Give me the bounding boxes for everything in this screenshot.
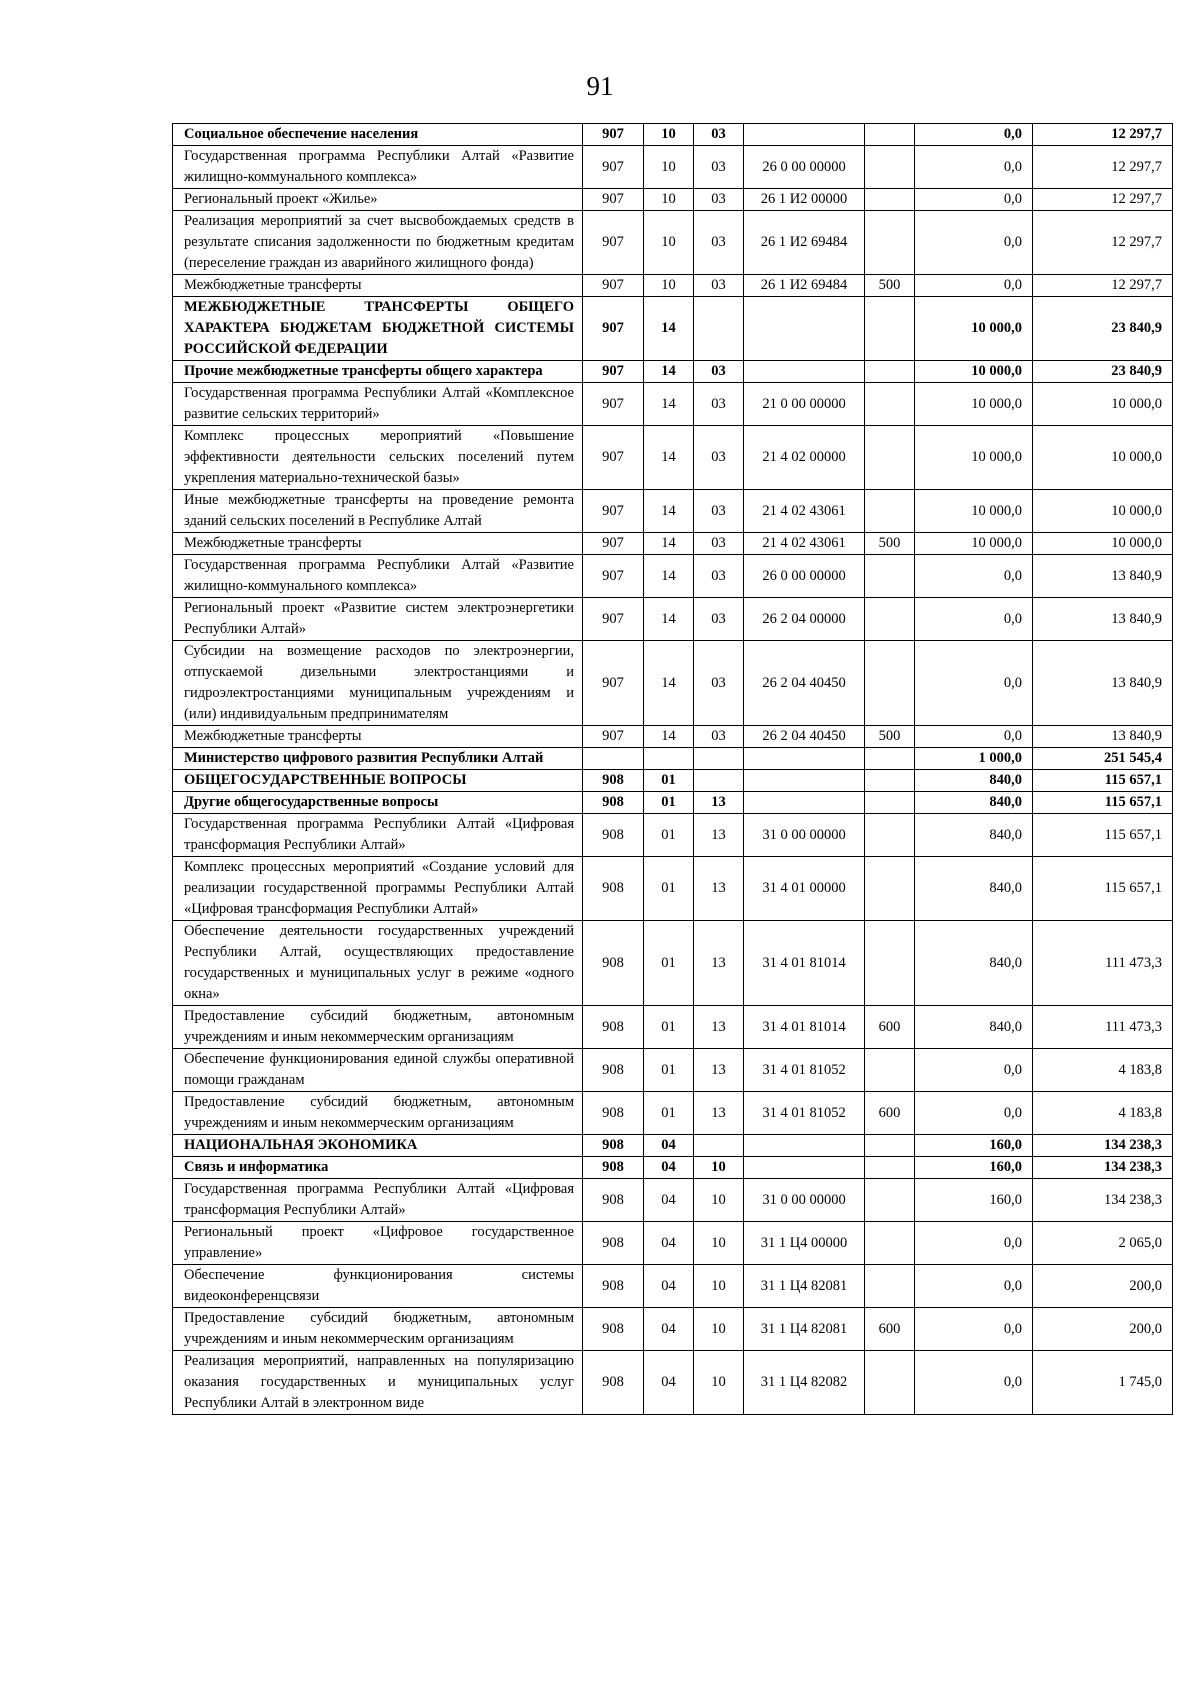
amount-1-cell: 10 000,0: [915, 361, 1033, 383]
subsection-code-cell: 03: [694, 426, 744, 490]
section-code-cell: 10: [644, 211, 694, 275]
table-row: [173, 1157, 1173, 1179]
subsection-code-cell: 03: [694, 211, 744, 275]
table-row: [173, 555, 1173, 598]
expense-type-cell: [865, 1049, 915, 1092]
section-code-cell: 14: [644, 383, 694, 426]
expense-type-cell: 600: [865, 1308, 915, 1351]
section-code-cell: 04: [644, 1135, 694, 1157]
subsection-code-cell: 03: [694, 189, 744, 211]
table-row: [173, 124, 1173, 146]
table-row: [173, 1179, 1173, 1222]
expense-type-cell: 500: [865, 533, 915, 555]
subsection-code-cell: [694, 748, 744, 770]
section-code-cell: 01: [644, 1049, 694, 1092]
table-row: [173, 211, 1173, 275]
ved-code-cell: [583, 748, 644, 770]
target-article-cell: 26 1 И2 69484: [744, 275, 865, 297]
ved-code-cell: 908: [583, 1157, 644, 1179]
budget-table: [172, 123, 1173, 1415]
ved-code-cell: 907: [583, 361, 644, 383]
amount-1-cell: 10 000,0: [915, 297, 1033, 361]
amount-1-cell: 0,0: [915, 189, 1033, 211]
amount-2-cell: 115 657,1: [1033, 792, 1173, 814]
section-code-cell: 14: [644, 426, 694, 490]
target-article-cell: 31 0 00 00000: [744, 1179, 865, 1222]
section-code-cell: 14: [644, 641, 694, 726]
subsection-code-cell: 03: [694, 533, 744, 555]
amount-2-cell: 12 297,7: [1033, 146, 1173, 189]
expense-type-cell: 500: [865, 726, 915, 748]
row-name-cell: Государственная программа Республики Алтай «Цифровая трансформация Республики Алтай»: [173, 1179, 583, 1222]
amount-1-cell: 0,0: [915, 555, 1033, 598]
expense-type-cell: [865, 1222, 915, 1265]
table-row: [173, 641, 1173, 726]
amount-1-cell: 160,0: [915, 1179, 1033, 1222]
row-name-cell: Межбюджетные трансферты: [173, 275, 583, 297]
expense-type-cell: [865, 1157, 915, 1179]
row-name-cell: МЕЖБЮДЖЕТНЫЕ ТРАНСФЕРТЫ ОБЩЕГО ХАРАКТЕРА БЮДЖЕТАМ БЮДЖЕТНОЙ СИСТЕМЫ РОССИЙСКОЙ ФЕДЕРАЦИИ: [173, 297, 583, 361]
amount-1-cell: 0,0: [915, 1308, 1033, 1351]
section-code-cell: 01: [644, 770, 694, 792]
ved-code-cell: 907: [583, 211, 644, 275]
row-name-cell: Прочие межбюджетные трансферты общего характера: [173, 361, 583, 383]
target-article-cell: 26 2 04 40450: [744, 726, 865, 748]
target-article-cell: 31 4 01 00000: [744, 857, 865, 921]
subsection-code-cell: 03: [694, 383, 744, 426]
table-row: [173, 361, 1173, 383]
subsection-code-cell: [694, 770, 744, 792]
row-name-cell: Государственная программа Республики Алтай «Цифровая трансформация Республики Алтай»: [173, 814, 583, 857]
subsection-code-cell: 10: [694, 1222, 744, 1265]
subsection-code-cell: 10: [694, 1351, 744, 1415]
expense-type-cell: [865, 857, 915, 921]
table-body: [173, 124, 1173, 1415]
expense-type-cell: 600: [865, 1092, 915, 1135]
row-name-cell: Предоставление субсидий бюджетным, автономным учреждениям и иным некоммерческим организациям: [173, 1308, 583, 1351]
section-code-cell: 01: [644, 792, 694, 814]
section-code-cell: 01: [644, 857, 694, 921]
expense-type-cell: [865, 297, 915, 361]
section-code-cell: 14: [644, 555, 694, 598]
amount-2-cell: 134 238,3: [1033, 1135, 1173, 1157]
amount-2-cell: 10 000,0: [1033, 426, 1173, 490]
subsection-code-cell: 13: [694, 1006, 744, 1049]
amount-1-cell: 0,0: [915, 124, 1033, 146]
ved-code-cell: 907: [583, 297, 644, 361]
ved-code-cell: 908: [583, 1006, 644, 1049]
target-article-cell: 21 4 02 43061: [744, 533, 865, 555]
table-row: [173, 726, 1173, 748]
target-article-cell: [744, 1135, 865, 1157]
table-row: [173, 814, 1173, 857]
amount-1-cell: 0,0: [915, 1092, 1033, 1135]
ved-code-cell: 907: [583, 189, 644, 211]
amount-1-cell: 0,0: [915, 1265, 1033, 1308]
row-name-cell: Обеспечение функционирования системы видеоконференцсвязи: [173, 1265, 583, 1308]
section-code-cell: 01: [644, 1006, 694, 1049]
subsection-code-cell: 13: [694, 921, 744, 1006]
subsection-code-cell: 10: [694, 1308, 744, 1351]
amount-2-cell: 111 473,3: [1033, 1006, 1173, 1049]
amount-1-cell: 840,0: [915, 770, 1033, 792]
table-row: [173, 1308, 1173, 1351]
expense-type-cell: [865, 124, 915, 146]
table-row: [173, 189, 1173, 211]
subsection-code-cell: 13: [694, 1049, 744, 1092]
ved-code-cell: 907: [583, 598, 644, 641]
ved-code-cell: 908: [583, 1135, 644, 1157]
subsection-code-cell: 13: [694, 857, 744, 921]
ved-code-cell: 907: [583, 555, 644, 598]
amount-1-cell: 0,0: [915, 1222, 1033, 1265]
subsection-code-cell: 03: [694, 726, 744, 748]
expense-type-cell: [865, 383, 915, 426]
amount-1-cell: 160,0: [915, 1135, 1033, 1157]
target-article-cell: [744, 297, 865, 361]
amount-1-cell: 0,0: [915, 598, 1033, 641]
row-name-cell: Межбюджетные трансферты: [173, 726, 583, 748]
ved-code-cell: 908: [583, 1222, 644, 1265]
amount-2-cell: 12 297,7: [1033, 275, 1173, 297]
expense-type-cell: [865, 361, 915, 383]
section-code-cell: 10: [644, 124, 694, 146]
row-name-cell: Обеспечение функционирования единой службы оперативной помощи гражданам: [173, 1049, 583, 1092]
target-article-cell: 31 0 00 00000: [744, 814, 865, 857]
section-code-cell: 04: [644, 1308, 694, 1351]
ved-code-cell: 907: [583, 275, 644, 297]
expense-type-cell: [865, 814, 915, 857]
target-article-cell: [744, 748, 865, 770]
subsection-code-cell: 03: [694, 555, 744, 598]
amount-2-cell: 4 183,8: [1033, 1092, 1173, 1135]
amount-2-cell: 115 657,1: [1033, 857, 1173, 921]
row-name-cell: Комплекс процессных мероприятий «Создание условий для реализации государственной программы Республики Алтай «Цифровая трансформация Республики Алтай»: [173, 857, 583, 921]
amount-1-cell: 0,0: [915, 1049, 1033, 1092]
section-code-cell: 01: [644, 921, 694, 1006]
ved-code-cell: 908: [583, 792, 644, 814]
subsection-code-cell: 10: [694, 1265, 744, 1308]
target-article-cell: 21 4 02 00000: [744, 426, 865, 490]
amount-1-cell: 10 000,0: [915, 533, 1033, 555]
amount-1-cell: 840,0: [915, 921, 1033, 1006]
table-row: [173, 1265, 1173, 1308]
ved-code-cell: 907: [583, 383, 644, 426]
amount-2-cell: 251 545,4: [1033, 748, 1173, 770]
expense-type-cell: [865, 921, 915, 1006]
expense-type-cell: [865, 211, 915, 275]
table-row: [173, 1135, 1173, 1157]
expense-type-cell: [865, 189, 915, 211]
expense-type-cell: [865, 1135, 915, 1157]
table-row: [173, 146, 1173, 189]
expense-type-cell: [865, 1179, 915, 1222]
table-row: [173, 598, 1173, 641]
expense-type-cell: [865, 555, 915, 598]
row-name-cell: Государственная программа Республики Алтай «Развитие жилищно-коммунального комплекса»: [173, 146, 583, 189]
amount-1-cell: 0,0: [915, 726, 1033, 748]
amount-1-cell: 10 000,0: [915, 426, 1033, 490]
amount-2-cell: 115 657,1: [1033, 814, 1173, 857]
ved-code-cell: 907: [583, 124, 644, 146]
table-row: [173, 857, 1173, 921]
amount-2-cell: 111 473,3: [1033, 921, 1173, 1006]
expense-type-cell: [865, 1351, 915, 1415]
section-code-cell: 10: [644, 189, 694, 211]
amount-1-cell: 0,0: [915, 211, 1033, 275]
ved-code-cell: 908: [583, 921, 644, 1006]
ved-code-cell: 908: [583, 814, 644, 857]
expense-type-cell: [865, 598, 915, 641]
target-article-cell: 31 1 Ц4 82082: [744, 1351, 865, 1415]
ved-code-cell: 907: [583, 426, 644, 490]
amount-2-cell: 13 840,9: [1033, 598, 1173, 641]
ved-code-cell: 907: [583, 641, 644, 726]
row-name-cell: Региональный проект «Развитие систем электроэнергетики Республики Алтай»: [173, 598, 583, 641]
table-row: [173, 297, 1173, 361]
ved-code-cell: 908: [583, 1092, 644, 1135]
target-article-cell: 26 1 И2 00000: [744, 189, 865, 211]
target-article-cell: 31 1 Ц4 82081: [744, 1308, 865, 1351]
row-name-cell: Комплекс процессных мероприятий «Повышение эффективности деятельности сельских поселений путем укрепления материально-технической базы»: [173, 426, 583, 490]
row-name-cell: Региональный проект «Цифровое государственное управление»: [173, 1222, 583, 1265]
subsection-code-cell: 13: [694, 814, 744, 857]
expense-type-cell: [865, 748, 915, 770]
amount-1-cell: 1 000,0: [915, 748, 1033, 770]
row-name-cell: Иные межбюджетные трансферты на проведение ремонта зданий сельских поселений в Республике Алтай: [173, 490, 583, 533]
amount-2-cell: 2 065,0: [1033, 1222, 1173, 1265]
expense-type-cell: [865, 490, 915, 533]
table-row: [173, 1049, 1173, 1092]
row-name-cell: Государственная программа Республики Алтай «Развитие жилищно-коммунального комплекса»: [173, 555, 583, 598]
target-article-cell: 31 1 Ц4 00000: [744, 1222, 865, 1265]
amount-2-cell: 200,0: [1033, 1308, 1173, 1351]
expense-type-cell: 500: [865, 275, 915, 297]
amount-1-cell: 10 000,0: [915, 383, 1033, 426]
table-row: [173, 275, 1173, 297]
target-article-cell: 31 4 01 81052: [744, 1049, 865, 1092]
target-article-cell: [744, 361, 865, 383]
page-number: 91: [586, 71, 614, 101]
row-name-cell: Региональный проект «Жилье»: [173, 189, 583, 211]
subsection-code-cell: 03: [694, 124, 744, 146]
table-row: [173, 383, 1173, 426]
section-code-cell: 10: [644, 146, 694, 189]
expense-type-cell: [865, 146, 915, 189]
amount-1-cell: 0,0: [915, 146, 1033, 189]
target-article-cell: 21 4 02 43061: [744, 490, 865, 533]
ved-code-cell: 908: [583, 1308, 644, 1351]
amount-2-cell: 13 840,9: [1033, 726, 1173, 748]
section-code-cell: 04: [644, 1157, 694, 1179]
amount-2-cell: 10 000,0: [1033, 383, 1173, 426]
amount-2-cell: 12 297,7: [1033, 189, 1173, 211]
row-name-cell: Субсидии на возмещение расходов по электроэнергии, отпускаемой дизельными электростанциями и гидроэлектростанциями муниципальным учреждениям и (или) индивидуальным предпринимателям: [173, 641, 583, 726]
expense-type-cell: [865, 1265, 915, 1308]
subsection-code-cell: 03: [694, 275, 744, 297]
expense-type-cell: [865, 426, 915, 490]
ved-code-cell: 908: [583, 1049, 644, 1092]
section-code-cell: 14: [644, 533, 694, 555]
section-code-cell: 04: [644, 1265, 694, 1308]
expense-type-cell: [865, 770, 915, 792]
section-code-cell: 14: [644, 361, 694, 383]
target-article-cell: [744, 1157, 865, 1179]
ved-code-cell: 907: [583, 146, 644, 189]
target-article-cell: 26 2 04 00000: [744, 598, 865, 641]
table-row: [173, 748, 1173, 770]
subsection-code-cell: 03: [694, 598, 744, 641]
row-name-cell: Министерство цифрового развития Республики Алтай: [173, 748, 583, 770]
section-code-cell: 14: [644, 490, 694, 533]
section-code-cell: 14: [644, 297, 694, 361]
amount-2-cell: 200,0: [1033, 1265, 1173, 1308]
ved-code-cell: 908: [583, 857, 644, 921]
amount-2-cell: 1 745,0: [1033, 1351, 1173, 1415]
table-row: [173, 533, 1173, 555]
subsection-code-cell: 13: [694, 792, 744, 814]
table-row: [173, 1006, 1173, 1049]
subsection-code-cell: 03: [694, 490, 744, 533]
subsection-code-cell: [694, 297, 744, 361]
expense-type-cell: 600: [865, 1006, 915, 1049]
amount-2-cell: 23 840,9: [1033, 361, 1173, 383]
amount-2-cell: 13 840,9: [1033, 641, 1173, 726]
ved-code-cell: 907: [583, 490, 644, 533]
target-article-cell: [744, 792, 865, 814]
row-name-cell: Другие общегосударственные вопросы: [173, 792, 583, 814]
ved-code-cell: 908: [583, 1351, 644, 1415]
amount-2-cell: 23 840,9: [1033, 297, 1173, 361]
section-code-cell: 14: [644, 726, 694, 748]
section-code-cell: 04: [644, 1351, 694, 1415]
subsection-code-cell: 10: [694, 1179, 744, 1222]
amount-2-cell: 12 297,7: [1033, 124, 1173, 146]
subsection-code-cell: [694, 1135, 744, 1157]
amount-1-cell: 0,0: [915, 1351, 1033, 1415]
row-name-cell: Предоставление субсидий бюджетным, автономным учреждениям и иным некоммерческим организациям: [173, 1092, 583, 1135]
table-row: [173, 770, 1173, 792]
amount-2-cell: 4 183,8: [1033, 1049, 1173, 1092]
expense-type-cell: [865, 641, 915, 726]
row-name-cell: Социальное обеспечение населения: [173, 124, 583, 146]
row-name-cell: Реализация мероприятий за счет высвобождаемых средств в результате списания задолженности по бюджетным кредитам (переселение граждан из аварийного жилищного фонда): [173, 211, 583, 275]
section-code-cell: 04: [644, 1222, 694, 1265]
ved-code-cell: 908: [583, 1265, 644, 1308]
section-code-cell: [644, 748, 694, 770]
row-name-cell: ОБЩЕГОСУДАРСТВЕННЫЕ ВОПРОСЫ: [173, 770, 583, 792]
subsection-code-cell: 03: [694, 641, 744, 726]
target-article-cell: 21 0 00 00000: [744, 383, 865, 426]
table-row: [173, 1222, 1173, 1265]
amount-2-cell: 10 000,0: [1033, 490, 1173, 533]
ved-code-cell: 907: [583, 533, 644, 555]
amount-1-cell: 840,0: [915, 814, 1033, 857]
target-article-cell: 26 0 00 00000: [744, 555, 865, 598]
ved-code-cell: 907: [583, 726, 644, 748]
target-article-cell: 31 4 01 81052: [744, 1092, 865, 1135]
target-article-cell: 31 1 Ц4 82081: [744, 1265, 865, 1308]
row-name-cell: Реализация мероприятий, направленных на популяризацию оказания государственных и муниципальных услуг Республики Алтай в электронном виде: [173, 1351, 583, 1415]
amount-2-cell: 134 238,3: [1033, 1179, 1173, 1222]
amount-1-cell: 10 000,0: [915, 490, 1033, 533]
amount-2-cell: 134 238,3: [1033, 1157, 1173, 1179]
table-row: [173, 490, 1173, 533]
row-name-cell: НАЦИОНАЛЬНАЯ ЭКОНОМИКА: [173, 1135, 583, 1157]
table-row: [173, 921, 1173, 1006]
amount-1-cell: 840,0: [915, 857, 1033, 921]
amount-1-cell: 840,0: [915, 1006, 1033, 1049]
target-article-cell: [744, 124, 865, 146]
subsection-code-cell: 10: [694, 1157, 744, 1179]
table-row: [173, 1092, 1173, 1135]
target-article-cell: 31 4 01 81014: [744, 921, 865, 1006]
row-name-cell: Государственная программа Республики Алтай «Комплексное развитие сельских территорий»: [173, 383, 583, 426]
row-name-cell: Обеспечение деятельности государственных учреждений Республики Алтай, осуществляющих предоставление государственных и муниципальных услуг в режиме «одного окна»: [173, 921, 583, 1006]
target-article-cell: [744, 770, 865, 792]
row-name-cell: Предоставление субсидий бюджетным, автономным учреждениям и иным некоммерческим организациям: [173, 1006, 583, 1049]
section-code-cell: 01: [644, 814, 694, 857]
section-code-cell: 04: [644, 1179, 694, 1222]
subsection-code-cell: 03: [694, 146, 744, 189]
section-code-cell: 14: [644, 598, 694, 641]
amount-1-cell: 160,0: [915, 1157, 1033, 1179]
expense-type-cell: [865, 792, 915, 814]
subsection-code-cell: 03: [694, 361, 744, 383]
amount-2-cell: 12 297,7: [1033, 211, 1173, 275]
row-name-cell: Межбюджетные трансферты: [173, 533, 583, 555]
ved-code-cell: 908: [583, 1179, 644, 1222]
section-code-cell: 10: [644, 275, 694, 297]
target-article-cell: 26 2 04 40450: [744, 641, 865, 726]
target-article-cell: 31 4 01 81014: [744, 1006, 865, 1049]
target-article-cell: 26 1 И2 69484: [744, 211, 865, 275]
table-row: [173, 426, 1173, 490]
table-row: [173, 792, 1173, 814]
target-article-cell: 26 0 00 00000: [744, 146, 865, 189]
amount-1-cell: 0,0: [915, 275, 1033, 297]
table-row: [173, 1351, 1173, 1415]
amount-2-cell: 13 840,9: [1033, 555, 1173, 598]
amount-1-cell: 840,0: [915, 792, 1033, 814]
ved-code-cell: 908: [583, 770, 644, 792]
subsection-code-cell: 13: [694, 1092, 744, 1135]
row-name-cell: Связь и информатика: [173, 1157, 583, 1179]
section-code-cell: 01: [644, 1092, 694, 1135]
amount-2-cell: 115 657,1: [1033, 770, 1173, 792]
amount-1-cell: 0,0: [915, 641, 1033, 726]
amount-2-cell: 10 000,0: [1033, 533, 1173, 555]
